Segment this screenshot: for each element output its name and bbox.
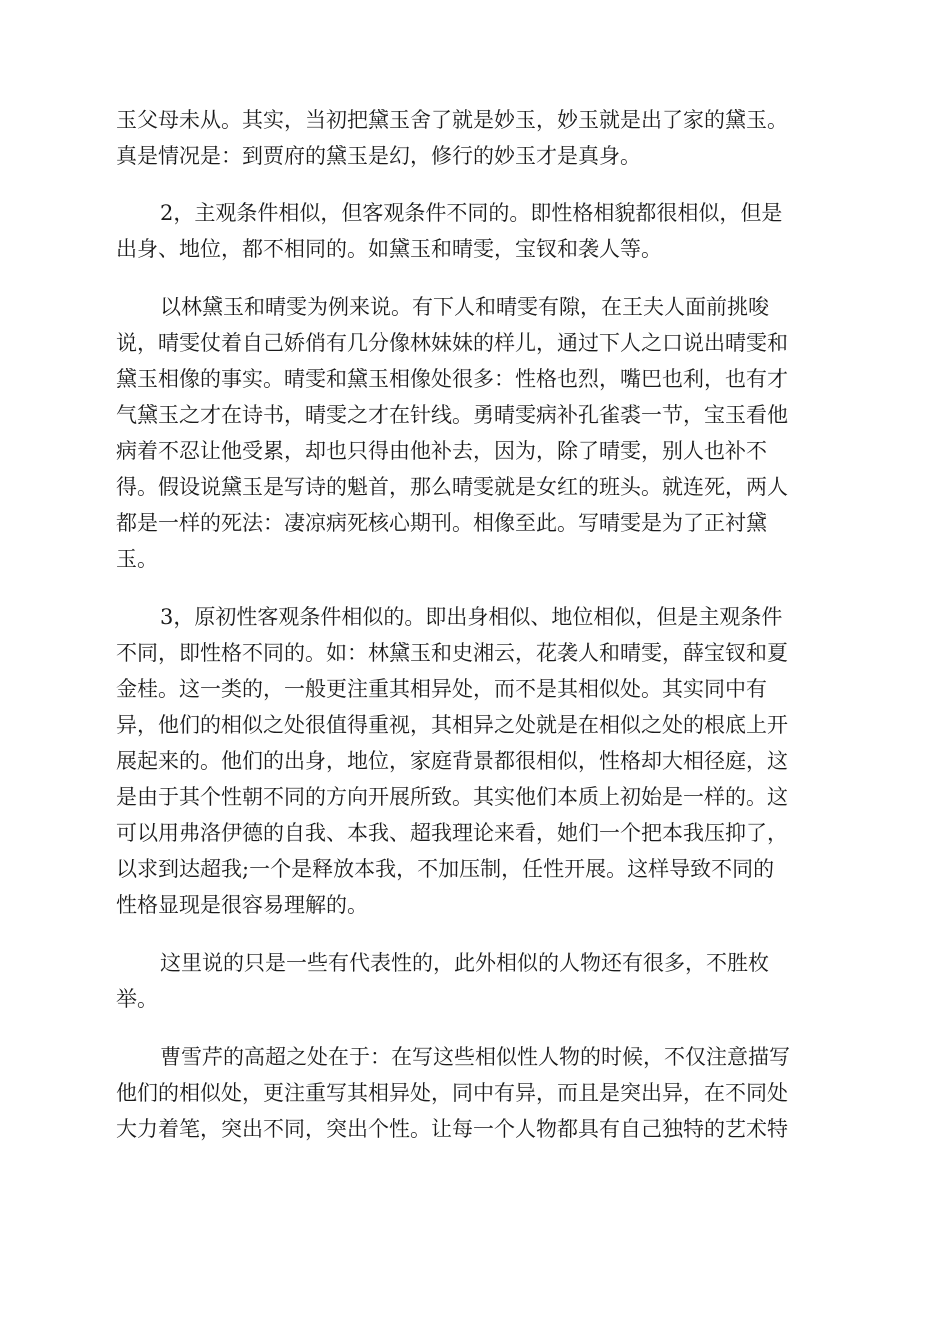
paragraph-summary (116, 945, 832, 1017)
text-line: 黛玉相像的事实。晴雯和黛玉相像处很多：性格也烈，嘴巴也利，也有才 (116, 367, 788, 391)
text-line: 是由于其个性朝不同的方向开展所致。其实他们本质上初始是一样的。这 (116, 785, 788, 809)
text-line: 3，原初性客观条件相似的。即出身相似、地位相似，但是主观条件 (160, 605, 783, 629)
text-line: 异，他们的相似之处很值得重视，其相异之处就是在相似之处的根底上开 (116, 713, 788, 737)
document-page (116, 102, 832, 1169)
text-line: 得。假设说黛玉是写诗的魁首，那么晴雯就是女红的班头。就连死，两人 (116, 475, 788, 499)
text-line: 病着不忍让他受累，却也只得由他补去，因为，除了晴雯，别人也补不 (116, 439, 767, 463)
text-line: 可以用弗洛伊德的自我、本我、超我理论来看，她们一个把本我压抑了， (116, 821, 788, 845)
text-line: 以求到达超我;一个是释放本我，不加压制，任性开展。这样导致不同的 (116, 857, 775, 881)
text-line: 举。 (116, 987, 158, 1011)
text-line: 展起来的。他们的出身，地位，家庭背景都很相似，性格却大相径庭，这 (116, 749, 788, 773)
paragraph-point-2 (116, 195, 832, 267)
text-line: 玉父母未从。其实，当初把黛玉舍了就是妙玉，妙玉就是出了家的黛玉。 (116, 108, 788, 132)
paragraph-point-3 (116, 599, 832, 923)
text-line: 说，晴雯仗着自己娇俏有几分像林妹妹的样儿，通过下人之口说出晴雯和 (116, 331, 788, 355)
paragraph-daiyu-miaoyu (116, 102, 832, 174)
text-line: 玉。 (116, 547, 158, 571)
text-line: 金桂。这一类的，一般更注重其相异处，而不是其相似处。其实同中有 (116, 677, 767, 701)
text-line: 曹雪芹的高超之处在于：在写这些相似性人物的时候，不仅注意描写 (160, 1045, 790, 1069)
text-line: 这里说的只是一些有代表性的，此外相似的人物还有很多，不胜枚 (160, 951, 769, 975)
text-line: 他们的相似处，更注重写其相异处，同中有异，而且是突出异，在不同处 (116, 1081, 788, 1105)
text-line: 真是情况是：到贾府的黛玉是幻，修行的妙玉才是真身。 (116, 144, 641, 168)
paragraph-cao-xueqin (116, 1039, 832, 1147)
text-line: 都是一样的死法：凄凉病死核心期刊。相像至此。写晴雯是为了正衬黛 (116, 511, 767, 535)
paragraph-qingwen-example (116, 289, 832, 577)
text-line: 不同，即性格不同的。如：林黛玉和史湘云，花袭人和晴雯，薛宝钗和夏 (116, 641, 788, 665)
text-line: 出身、地位，都不相同的。如黛玉和晴雯，宝钗和袭人等。 (116, 237, 662, 261)
text-line: 以林黛玉和晴雯为例来说。有下人和晴雯有隙，在王夫人面前挑唆 (160, 295, 769, 319)
text-line: 大力着笔，突出不同，突出个性。让每一个人物都具有自己独特的艺术特 (116, 1117, 788, 1141)
text-line: 气黛玉之才在诗书，晴雯之才在针线。勇晴雯病补孔雀裘一节，宝玉看他 (116, 403, 788, 427)
text-line: 性格显现是很容易理解的。 (116, 893, 368, 917)
text-line: 2，主观条件相似，但客观条件不同的。即性格相貌都很相似，但是 (160, 201, 783, 225)
